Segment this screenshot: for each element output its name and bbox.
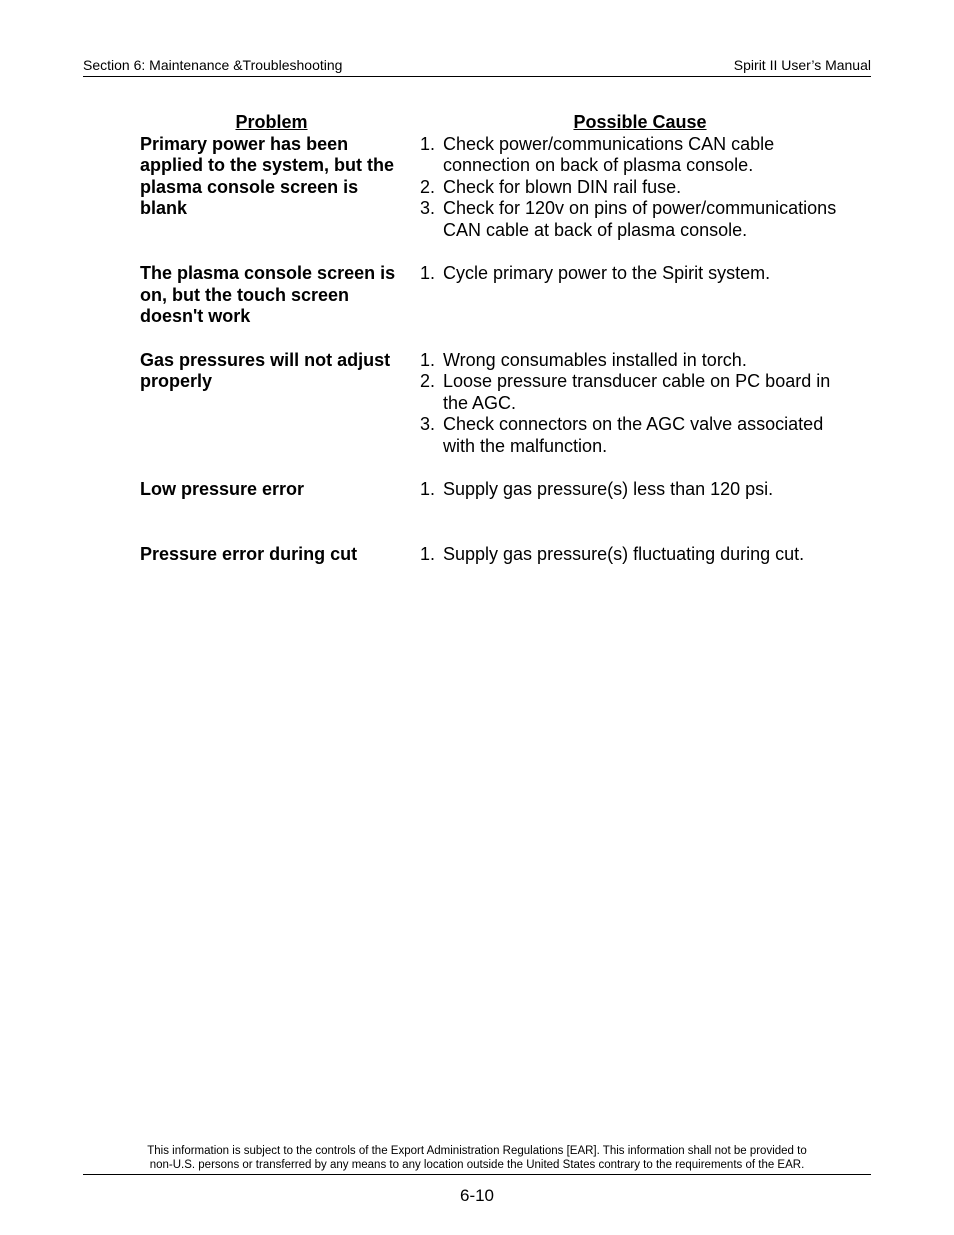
cause-text: Wrong consumables installed in torch. [443, 349, 747, 370]
list-number: 1. [420, 133, 436, 154]
problem-text: Low pressure error [140, 479, 305, 500]
list-item [420, 479, 860, 501]
list-item [420, 350, 860, 372]
list-number: 1. [420, 543, 436, 564]
cause-column-heading: Possible Cause [573, 112, 707, 132]
cause-text: Check for blown DIN rail fuse. [443, 176, 682, 197]
list-item [420, 544, 860, 566]
header-section-title: Section 6: Maintenance &Troubleshooting [83, 57, 343, 73]
notice-line: non-U.S. persons or transferred by any means to any location outside the United States contrary to the requirements of the EAR. [149, 1159, 805, 1171]
cause-text: Supply gas pressure(s) fluctuating during cut. [443, 543, 805, 564]
cause-list [420, 479, 860, 501]
list-item [420, 414, 860, 457]
problem-text: Gas pressures will not adjust properly [140, 349, 391, 392]
list-item [420, 177, 860, 199]
page-header [83, 56, 871, 77]
cause-text: Supply gas pressure(s) less than 120 psi. [443, 479, 774, 500]
table-row [140, 134, 860, 242]
problem-text: Primary power has been applied to the system, but the plasma console screen is blank [140, 133, 395, 219]
notice-line: This information is subject to the controls of the Export Administration Regulations [EAR]. This information shall not be provided to [147, 1145, 807, 1157]
table-row [140, 544, 860, 566]
header-manual-title: Spirit II User’s Manual [733, 57, 871, 73]
list-number: 1. [420, 479, 436, 500]
cause-list [420, 350, 860, 458]
list-item [420, 371, 860, 414]
table-row [140, 350, 860, 458]
cause-text: Check for 120v on pins of power/communications CAN cable at back of plasma console. [443, 198, 837, 240]
list-number: 2. [420, 371, 436, 392]
list-number: 2. [420, 176, 436, 197]
list-item [420, 198, 860, 241]
list-number: 3. [420, 414, 436, 435]
problem-text: The plasma console screen is on, but the touch screen doesn't work [140, 263, 396, 327]
cause-list [420, 134, 860, 242]
table-row [140, 479, 860, 501]
cause-text: Cycle primary power to the Spirit system. [443, 263, 771, 284]
cause-list [420, 263, 860, 328]
cause-text: Loose pressure transducer cable on PC board in the AGC. [443, 371, 831, 413]
table-header-row [140, 112, 860, 134]
troubleshooting-table [140, 112, 860, 565]
list-item [420, 263, 860, 285]
list-number: 1. [420, 349, 436, 370]
page-number: 6-10 [459, 1186, 495, 1205]
problem-column-heading: Problem [235, 112, 308, 132]
cause-text: Check connectors on the AGC valve associated with the malfunction. [443, 414, 824, 456]
list-item [420, 134, 860, 177]
cause-list [420, 544, 860, 566]
export-control-notice [83, 1144, 871, 1172]
list-number: 3. [420, 198, 436, 219]
cause-text: Check power/communications CAN cable connection on back of plasma console. [443, 133, 775, 176]
list-number: 1. [420, 263, 436, 284]
footer-divider [83, 1174, 871, 1175]
table-row [140, 263, 860, 328]
problem-text: Pressure error during cut [140, 543, 358, 564]
